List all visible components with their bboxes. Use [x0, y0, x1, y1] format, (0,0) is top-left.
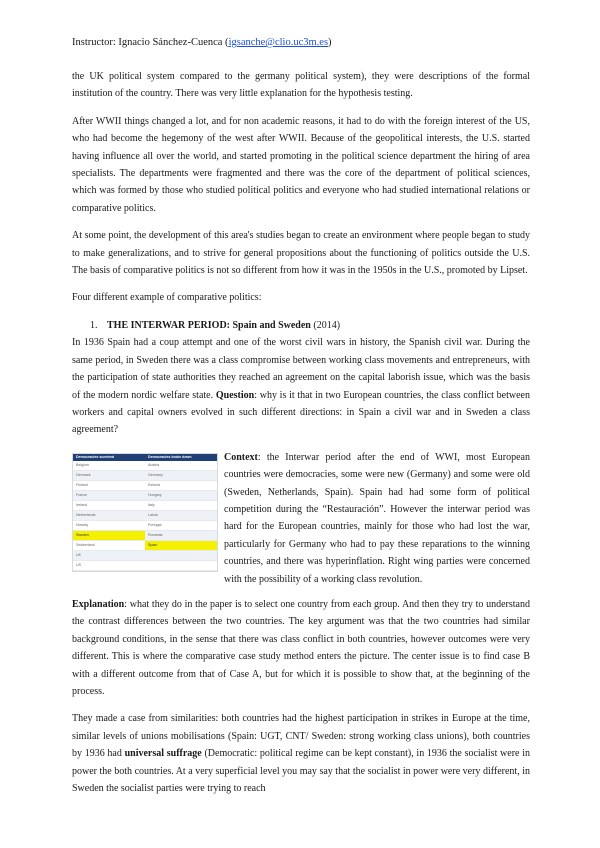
explanation-label: Explanation — [72, 598, 125, 610]
section-heading — [72, 317, 530, 334]
paragraph-1: the UK political system compared to the germany political system), they were descriptions of the formal institution of the country. There was very little explanation for the hypothesis testing. — [72, 71, 530, 100]
table-row: Netherlands Latvia — [73, 510, 217, 520]
paragraph-2: After WWII things changed a lot, and for non academic reasons, it had to do with the foreign interest of the US, who had become the hegemony of the west after WWII. Because of the geopolitical interests, the U.S. started having influence all over the world, and started promoting in the political science department the hiring of area specialists. The departments were fragmented and there was the core of the department of political sciences, which was formed by those who studied political politics and everyone who had studied international relations or comparative politics. — [72, 115, 530, 214]
similarities-paragraph: They made a case from similarities: both countries had the highest participation in strikes in Europe at the time, similar levels of unions mobilisations (Spain: UGT, CNT/ Sweden: strong working class unions), both countries by 1936 had universal suffrage (Democratic: political regime can be kept constant), in 1936 the socialist were in power the both countries. At a very superficial level you may say that the socialist in power were very different, in Sweden the socialist parties were trying to reach — [72, 713, 530, 795]
section-intro: In 1936 Spain had a coup attempt and one of the worst civil wars in history, the Spanish civil war. During the same period, in Sweden there was a class compromise between working class movements and entrepreneurs, with the participation of state authorities they reached an agreement on the capital laborish issue, which was the basis of the modern nordic welfare state. Question: why is it that in two European countries, the class conflict between workers and capital owners evolved in such different directions: in Spain a civil war and in Sweden a class agreement? — [72, 337, 530, 436]
context-label: Context — [224, 451, 258, 463]
header-instructor: Instructor: Ignacio Sánchez-Cuenca ( — [72, 37, 229, 48]
context-block — [72, 449, 530, 588]
section-number: 1. — [90, 319, 98, 331]
highlight-sweden: Sweden — [73, 530, 145, 540]
header-suffix: ) — [328, 37, 332, 48]
table-row: Belgium Austria — [73, 461, 217, 471]
table-row: Norway Portugal — [73, 520, 217, 530]
section-title: THE INTERWAR PERIOD: Spain and Sweden — [107, 319, 311, 331]
page-header — [72, 36, 532, 50]
table-row: Denmark Germany — [73, 470, 217, 480]
table-row: Switzerland Spain — [73, 540, 217, 550]
table-row: UK — [73, 550, 217, 560]
table-row: France Hungary — [73, 490, 217, 500]
question-label: Question — [215, 389, 255, 401]
table-header-survived: Democracies survived — [73, 454, 145, 461]
table-row: Sweden Romania — [73, 530, 217, 540]
table-row: Ireland Italy — [73, 500, 217, 510]
universal-suffrage-term: universal suffrage — [124, 748, 202, 760]
document-body — [72, 68, 530, 797]
explanation-paragraph: Explanation: what they do in the paper is to select one country from each group. And then they try to understand the contrast differences between the two countries. The key argument was that the two countries had similar background conditions, in the sense that there was class conflict in both countries, however outcomes were very different. This is where the comparative case study method enters the picture. The center issue is to find case B with a different outcome from that of Case A, but for which it is possible to show that, at the beginning of the process. — [72, 598, 530, 697]
paragraph-4: Four different example of comparative politics: — [72, 292, 262, 304]
table-header-broke-down: Democracies broke down — [145, 454, 217, 461]
democracies-table-image — [72, 453, 218, 572]
instructor-email-link[interactable]: igsanche@clio.uc3m.es — [228, 37, 329, 48]
table-row: Finland Estonia — [73, 480, 217, 490]
section-year: (2014) — [310, 319, 341, 331]
context-paragraph: Context: the Interwar period after the end of WWI, most European countries were democracies, some were new (Germany) and some were old (Sweden, Netherlands, Spain). Spain had had some form of political competition during the “Restauración”. However the interwar period was hard for the European countries, mainly for those who had lost the war, particularly for Germany who had to pay these reparations to the winning countries, and there was hyperinflation. Right wing parties were concerned with the possibility of a working class revolution. — [224, 451, 530, 585]
table-row: US — [73, 560, 217, 570]
paragraph-3: At some point, the development of this area's studies began to create an environment where people began to study to make generalizations, and to strive for general propositions about the functioning of politics outside the U.S. The basis of comparative politics is not so different from how it was in the 1950s in the U.S., promoted by Lipset. — [72, 230, 530, 277]
highlight-spain: Spain — [145, 540, 217, 550]
